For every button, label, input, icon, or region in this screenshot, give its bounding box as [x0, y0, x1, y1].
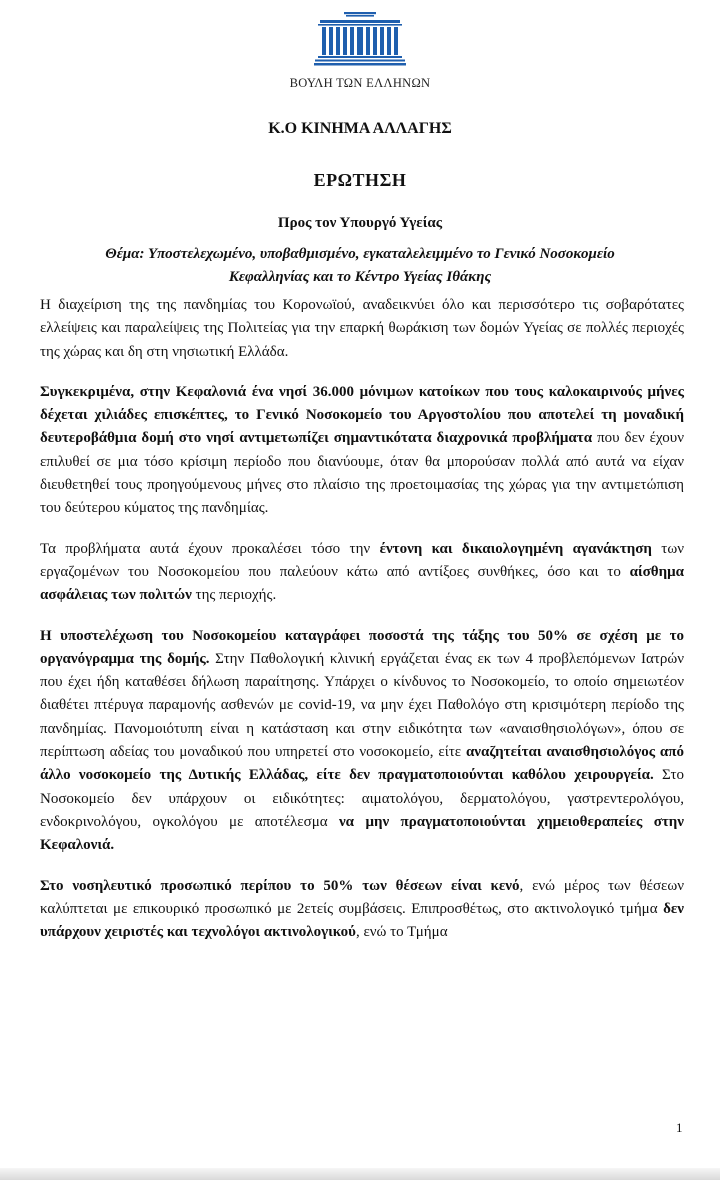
paragraph-3-bold-2: αίσθημα ασφάλειας των πολιτών [40, 563, 684, 604]
paragraph-4-bold-2: αναζητείται αναισθησιολόγος από άλλο νοσοκομείο της Δυτικής Ελλάδας, είτε δεν πραγματοποιούνται καθόλου χειρουργεία. [40, 744, 684, 784]
paragraph-1-text: Η διαχείριση της της πανδημίας του Κορονωϊού, αναδεικνύει όλο και περισσότερο τις σοβαρότατες ελλείψεις και παραλείψεις της Πολιτείας για την επαρκή θωράκιση των δομών Υγείας σε πολλές περιοχές της χώρας και δη στη νησιωτική Ελλάδα. [40, 297, 684, 360]
paragraph-5-bold-2: δεν υπάρχουν χειριστές και τεχνολόγοι ακτινολογικού [40, 900, 684, 941]
paragraph-3-text-1: Τα προβλήματα αυτά έχουν προκαλέσει τόσο την [40, 540, 380, 557]
parliament-building-logo [314, 12, 406, 68]
paragraph-4-bold-1: Η υποστελέχωση του Νοσοκομείου καταγράφει ποσοστά της τάξης του 50% σε σχέση με το οργανόγραμμα της δομής. [40, 627, 684, 667]
party-name: Κ.Ο ΚΙΝΗΜΑ ΑΛΛΑΓΗΣ [268, 120, 452, 137]
paragraph-5-text-2: , ενώ το Τμήμα [355, 924, 448, 941]
paragraph-1 [40, 294, 684, 364]
page-number: 1 [676, 1120, 683, 1135]
paragraph-3-bold-1: έντονη και δικαιολογημένη αγανάκτηση [379, 540, 652, 557]
paragraph-5-bold-1: Στο νοσηλευτικό προσωπικό περίπου το 50% των θέσεων είναι κενό [40, 877, 520, 894]
paragraph-3 [40, 538, 684, 608]
paragraph-2-text-1: που δεν έχουν επιλυθεί σε μια τόσο κρίσιμη περίοδο που διανύουμε, όταν θα μπορούσαν πολλά από αυτά να είχαν διευθετηθεί τους προηγούμενους μήνες στο πλαίσιο της προετοιμασίας της χώρας για την αντιμετώπιση του δεύτερου κύματος της πανδημίας. [40, 430, 684, 517]
recipient-line: Προς τον Υπουργό Υγείας [277, 215, 443, 231]
parliament-caption: ΒΟΥΛΗ ΤΩΝ ΕΛΛΗΝΩΝ [289, 76, 431, 90]
subject-line: Θέμα: Υποστελεχωμένο, υποβαθμισμένο, εγκαταλελειμμένο το Γενικό Νοσοκομείο Κεφαλληνίας και το Κέντρο Υγείας Ιθάκης [105, 246, 615, 285]
bottom-edge-bar [0, 1168, 720, 1180]
document-title: ΕΡΩΤΗΣΗ [313, 170, 407, 190]
paragraph-5 [40, 875, 684, 945]
paragraph-2 [40, 381, 684, 521]
paragraph-4-text-2: Στο Νοσοκομείο δεν υπάρχουν οι ειδικότητες: αιματολόγου, δερματολόγου, γαστρεντερολόγου, ενδοκρινολόγου, ογκολόγου με αποτέλεσμα [40, 767, 684, 830]
paragraph-4 [40, 625, 684, 858]
paragraph-4-bold-3: να μην πραγματοποιούνται χημειοθεραπείες στην Κεφαλονιά. [40, 813, 684, 854]
paragraph-3-text-3: της περιοχής. [191, 587, 277, 604]
paragraph-5-text-1: , ενώ μέρος των θέσεων καλύπτεται με επικουρικό προσωπικό με 2ετείς συμβάσεις. Επιπροσθέτως, στο ακτινολογικό τμήμα [40, 877, 684, 917]
paragraph-4-text-1: Στην Παθολογική κλινική εργάζεται ένας εκ των 4 προβλεπόμενων Ιατρών που έχει ήδη καταθέσει δήλωση παραίτησης. Υπάρχει ο κίνδυνος το Νοσοκομείο, το οποίο σημειωτέον διαθέτει πτέρυγα παραμονής ασθενών με covid-19, να μην έχει Παθολόγο στη κρισιμότερη περίοδο της πανδημίας. Πανομοιότυπη είναι η κατάσταση και στην ειδικότητα των «αναισθησιολόγων», όπου σε περίπτωση αδείας του μοναδικού που υπηρετεί στο νοσοκομείο, είτε [40, 650, 684, 761]
document-body [40, 294, 684, 961]
paragraph-2-bold-1: Συγκεκριμένα, στην Κεφαλονιά ένα νησί 36.000 μόνιμων κατοίκων που τους καλοκαιρινούς μήνες δέχεται χιλιάδες επισκέπτες, το Γενικό Νοσοκομείο του Αργοστολίου που αποτελεί τη μοναδική δευτεροβάθμια δομή στο νησί αντιμετωπίζει σημαντικότατα διαχρονικά προβλήματα [40, 383, 684, 447]
paragraph-3-text-2: των εργαζομένων του Νοσοκομείου που παλεύουν κάτω από αντίξοες συνθήκες, όσο και το [40, 540, 684, 580]
